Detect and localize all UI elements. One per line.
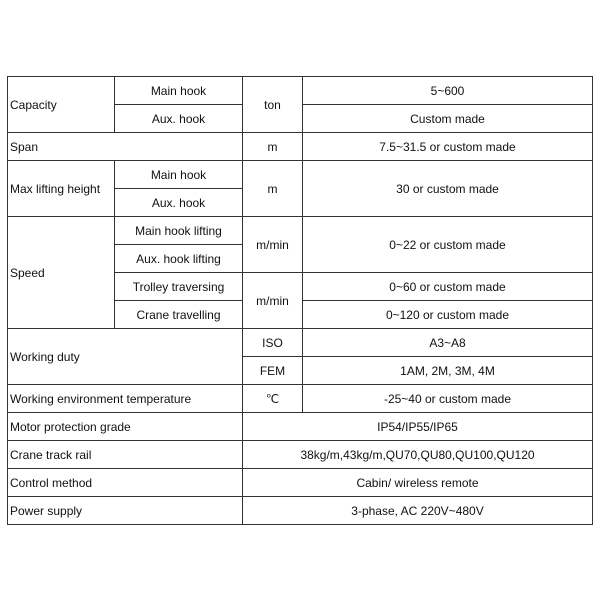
span-value: 7.5~31.5 or custom made — [303, 133, 593, 161]
spec-table — [7, 76, 593, 525]
working-duty-label: Working duty — [8, 329, 243, 385]
table-row-span — [8, 133, 593, 161]
capacity-aux-value: Custom made — [303, 105, 593, 133]
speed-crane-value: 0~120 or custom made — [303, 301, 593, 329]
table-row-lifting-height-main — [8, 161, 593, 189]
lifting-height-value: 30 or custom made — [303, 161, 593, 217]
capacity-main-value: 5~600 — [303, 77, 593, 105]
power-supply-value: 3-phase, AC 220V~480V — [243, 497, 593, 525]
power-supply-label: Power supply — [8, 497, 243, 525]
env-temperature-unit: ℃ — [243, 385, 303, 413]
speed-label: Speed — [8, 217, 115, 329]
table-row-crane-track-rail — [8, 441, 593, 469]
lifting-height-unit: m — [243, 161, 303, 217]
speed-trolley-value: 0~60 or custom made — [303, 273, 593, 301]
motor-protection-label: Motor protection grade — [8, 413, 243, 441]
capacity-unit: ton — [243, 77, 303, 133]
speed-crane-travelling-label: Crane travelling — [115, 301, 243, 329]
working-duty-fem-value: 1AM, 2M, 3M, 4M — [303, 357, 593, 385]
span-label: Span — [8, 133, 243, 161]
capacity-label: Capacity — [8, 77, 115, 133]
env-temperature-value: -25~40 or custom made — [303, 385, 593, 413]
table-row-control-method — [8, 469, 593, 497]
speed-main-hook-lifting-label: Main hook lifting — [115, 217, 243, 245]
table-row-env-temperature — [8, 385, 593, 413]
working-duty-fem-label: FEM — [243, 357, 303, 385]
control-method-value: Cabin/ wireless remote — [243, 469, 593, 497]
motor-protection-value: IP54/IP55/IP65 — [243, 413, 593, 441]
crane-track-rail-value: 38kg/m,43kg/m,QU70,QU80,QU100,QU120 — [243, 441, 593, 469]
table-row-power-supply — [8, 497, 593, 525]
control-method-label: Control method — [8, 469, 243, 497]
lifting-height-aux-hook-label: Aux. hook — [115, 189, 243, 217]
capacity-aux-hook-label: Aux. hook — [115, 105, 243, 133]
speed-lifting-value: 0~22 or custom made — [303, 217, 593, 273]
speed-aux-hook-lifting-label: Aux. hook lifting — [115, 245, 243, 273]
working-duty-iso-value: A3~A8 — [303, 329, 593, 357]
crane-track-rail-label: Crane track rail — [8, 441, 243, 469]
lifting-height-main-hook-label: Main hook — [115, 161, 243, 189]
table-row-motor-protection — [8, 413, 593, 441]
speed-travel-unit: m/min — [243, 273, 303, 329]
table-row-capacity-main — [8, 77, 593, 105]
capacity-main-hook-label: Main hook — [115, 77, 243, 105]
table-row-working-duty-iso — [8, 329, 593, 357]
span-unit: m — [243, 133, 303, 161]
working-duty-iso-label: ISO — [243, 329, 303, 357]
speed-trolley-traversing-label: Trolley traversing — [115, 273, 243, 301]
env-temperature-label: Working environment temperature — [8, 385, 243, 413]
max-lifting-height-label: Max lifting height — [8, 161, 115, 217]
speed-lifting-unit: m/min — [243, 217, 303, 273]
table-row-speed-main-lifting — [8, 217, 593, 245]
